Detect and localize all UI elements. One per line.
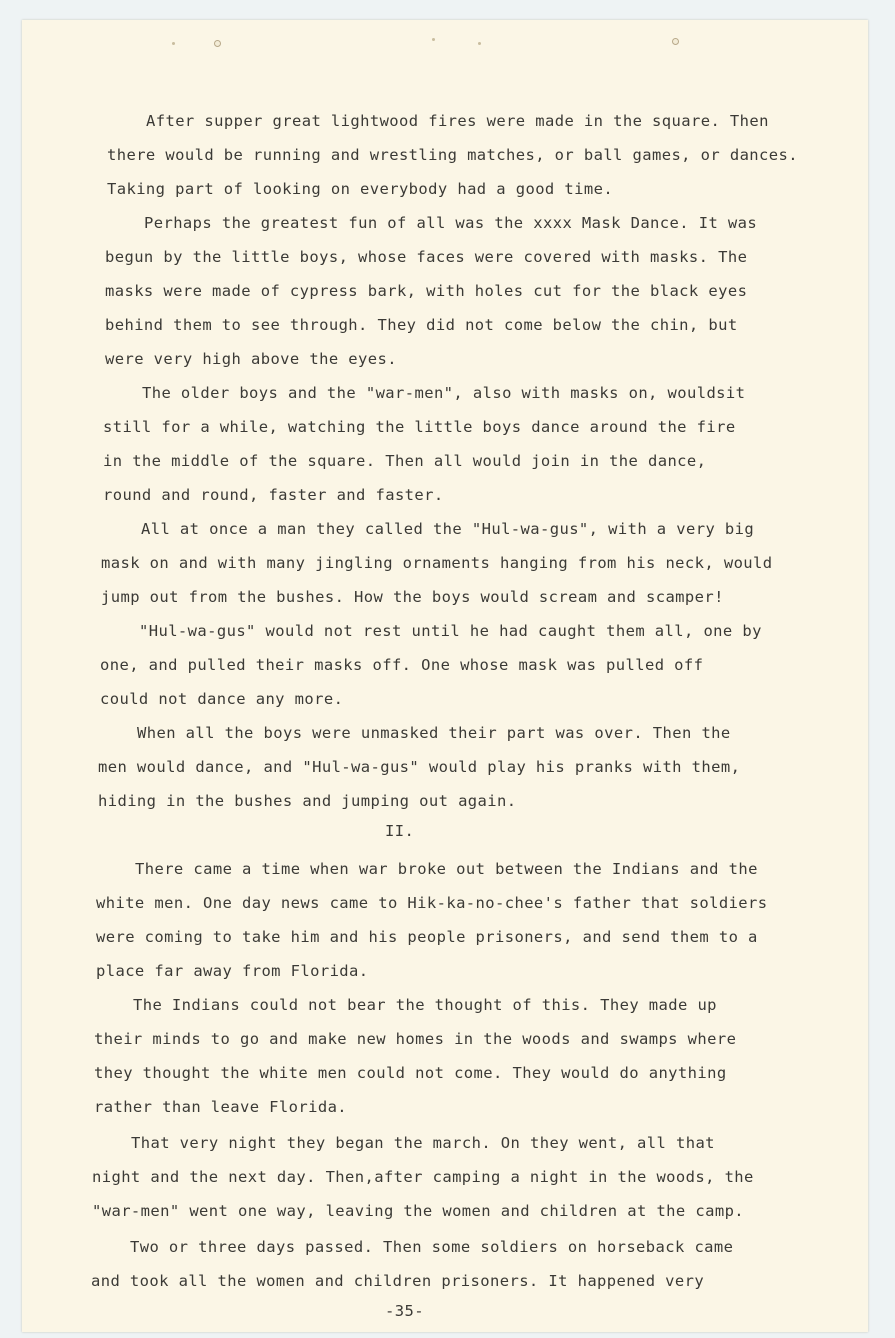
text-line: The older boys and the "war-men", also with masks on, wouldsit xyxy=(142,384,746,402)
text-line: Perhaps the greatest fun of all was the xxxx Mask Dance. It was xyxy=(144,214,758,232)
page-number: -35- xyxy=(385,1302,424,1320)
text-line: Two or three days passed. Then some soldiers on horseback came xyxy=(130,1238,734,1256)
section-heading: II. xyxy=(385,822,415,840)
text-line: one, and pulled their masks off. One whose mask was pulled off xyxy=(100,656,704,674)
text-line: white men. One day news came to Hik-ka-no-chee's father that soldiers xyxy=(96,894,768,912)
text-line: still for a while, watching the little boys dance around the fire xyxy=(103,418,736,436)
punch-hole xyxy=(214,40,221,47)
text-line: That very night they began the march. On they went, all that xyxy=(131,1134,715,1152)
text-line: "war-men" went one way, leaving the women and children at the camp. xyxy=(92,1202,745,1220)
text-line: in the middle of the square. Then all would join in the dance, xyxy=(103,452,707,470)
text-line: there would be running and wrestling matches, or ball games, or dances. xyxy=(107,146,798,164)
text-line: There came a time when war broke out between the Indians and the xyxy=(135,860,758,878)
text-line: behind them to see through. They did not come below the chin, but xyxy=(105,316,738,334)
text-line: place far away from Florida. xyxy=(96,962,369,980)
typed-page xyxy=(22,20,868,1332)
text-line: rather than leave Florida. xyxy=(94,1098,348,1116)
text-line: their minds to go and make new homes in the woods and swamps where xyxy=(94,1030,737,1048)
text-line: mask on and with many jingling ornaments hanging from his neck, would xyxy=(101,554,773,572)
text-line: When all the boys were unmasked their part was over. Then the xyxy=(137,724,731,742)
text-line: night and the next day. Then,after camping a night in the woods, the xyxy=(92,1168,754,1186)
text-line: jump out from the bushes. How the boys would scream and scamper! xyxy=(101,588,724,606)
text-line: masks were made of cypress bark, with holes cut for the black eyes xyxy=(105,282,748,300)
text-line: they thought the white men could not come. They would do anything xyxy=(94,1064,727,1082)
text-line: After supper great lightwood fires were made in the square. Then xyxy=(146,112,769,130)
text-line: begun by the little boys, whose faces were covered with masks. The xyxy=(105,248,748,266)
punch-hole xyxy=(672,38,679,45)
text-line: men would dance, and "Hul-wa-gus" would play his pranks with them, xyxy=(98,758,741,776)
text-line: Taking part of looking on everybody had a good time. xyxy=(107,180,614,198)
text-line: "Hul-wa-gus" would not rest until he had caught them all, one by xyxy=(139,622,762,640)
text-line: were coming to take him and his people prisoners, and send them to a xyxy=(96,928,758,946)
text-line: could not dance any more. xyxy=(100,690,344,708)
text-line: The Indians could not bear the thought of this. They made up xyxy=(133,996,717,1014)
text-line: were very high above the eyes. xyxy=(105,350,397,368)
text-line: hiding in the bushes and jumping out again. xyxy=(98,792,517,810)
text-line: All at once a man they called the "Hul-wa-gus", with a very big xyxy=(141,520,755,538)
paper-speck xyxy=(172,42,175,45)
paper-speck xyxy=(478,42,481,45)
paper-speck xyxy=(432,38,435,41)
text-line: round and round, faster and faster. xyxy=(103,486,444,504)
text-line: and took all the women and children prisoners. It happened very xyxy=(91,1272,705,1290)
